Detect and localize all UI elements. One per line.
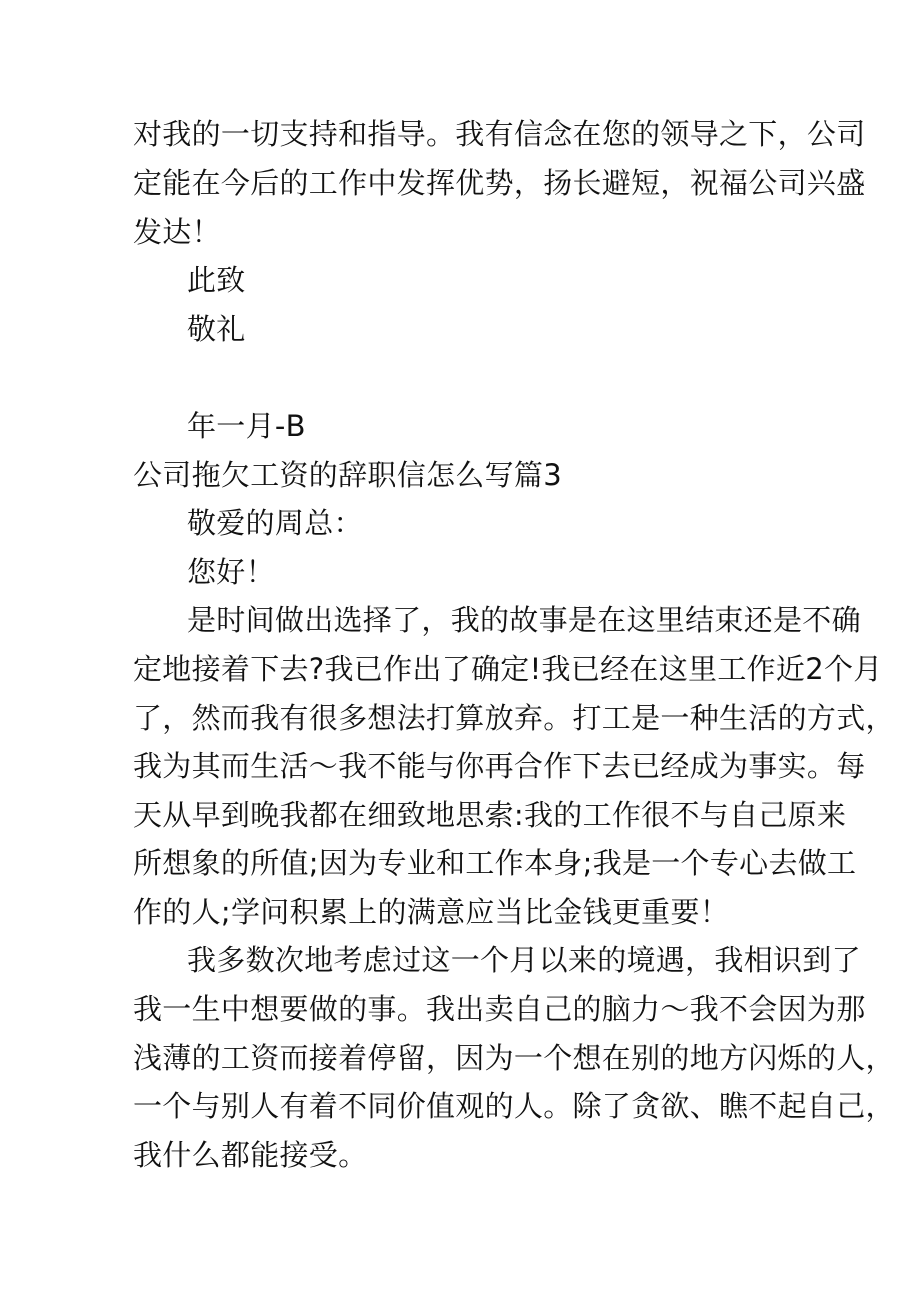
text-line: 发达！ [133,215,221,249]
paragraph-line: 我什么都能接受。 [133,1138,368,1172]
paragraph-line: 我多数次地考虑过这一个月以来的境遇，我相识到了 [187,943,861,977]
section-heading: 公司拖欠工资的辞职信怎么写篇3 [133,458,562,492]
letter-addressee: 敬爱的周总： [187,506,363,540]
closing-salutation: 此致 [187,263,246,297]
paragraph-line: 我一生中想要做的事。我出卖自己的脑力〜我不会因为那 [133,992,866,1026]
text-line: 定能在今后的工作中发挥优势，扬长避短，祝福公司兴盛 [133,166,866,200]
paragraph-line: 定地接着下去?我已作出了确定!我已经在这里工作近2个月 [133,652,883,686]
paragraph-line: 一个与别人有着不同价值观的人。除了贪欲、瞧不起自己， [133,1089,895,1123]
letter-greeting: 您好！ [187,555,275,589]
closing-regards: 敬礼 [187,312,246,346]
paragraph-line: 天从早到晚我都在细致地思索:我的工作很不与自己原来 [133,798,847,832]
paragraph-line: 作的人;学问积累上的满意应当比金钱更重要！ [133,895,730,929]
paragraph-line: 是时间做出选择了，我的故事是在这里结束还是不确 [187,603,861,637]
paragraph-line: 浅薄的工资而接着停留，因为一个想在别的地方闪烁的人， [133,1041,895,1075]
paragraph-line: 了，然而我有很多想法打算放弃。打工是一种生活的方式， [133,701,895,735]
paragraph-line: 我为其而生活〜我不能与你再合作下去已经成为事实。每 [133,749,866,783]
date-line: 年一月-B [187,409,306,443]
text-line: 对我的一切支持和指导。我有信念在您的领导之下，公司 [133,117,866,151]
paragraph-line: 所想象的所值;因为专业和工作本身;我是一个专心去做工 [133,846,857,880]
